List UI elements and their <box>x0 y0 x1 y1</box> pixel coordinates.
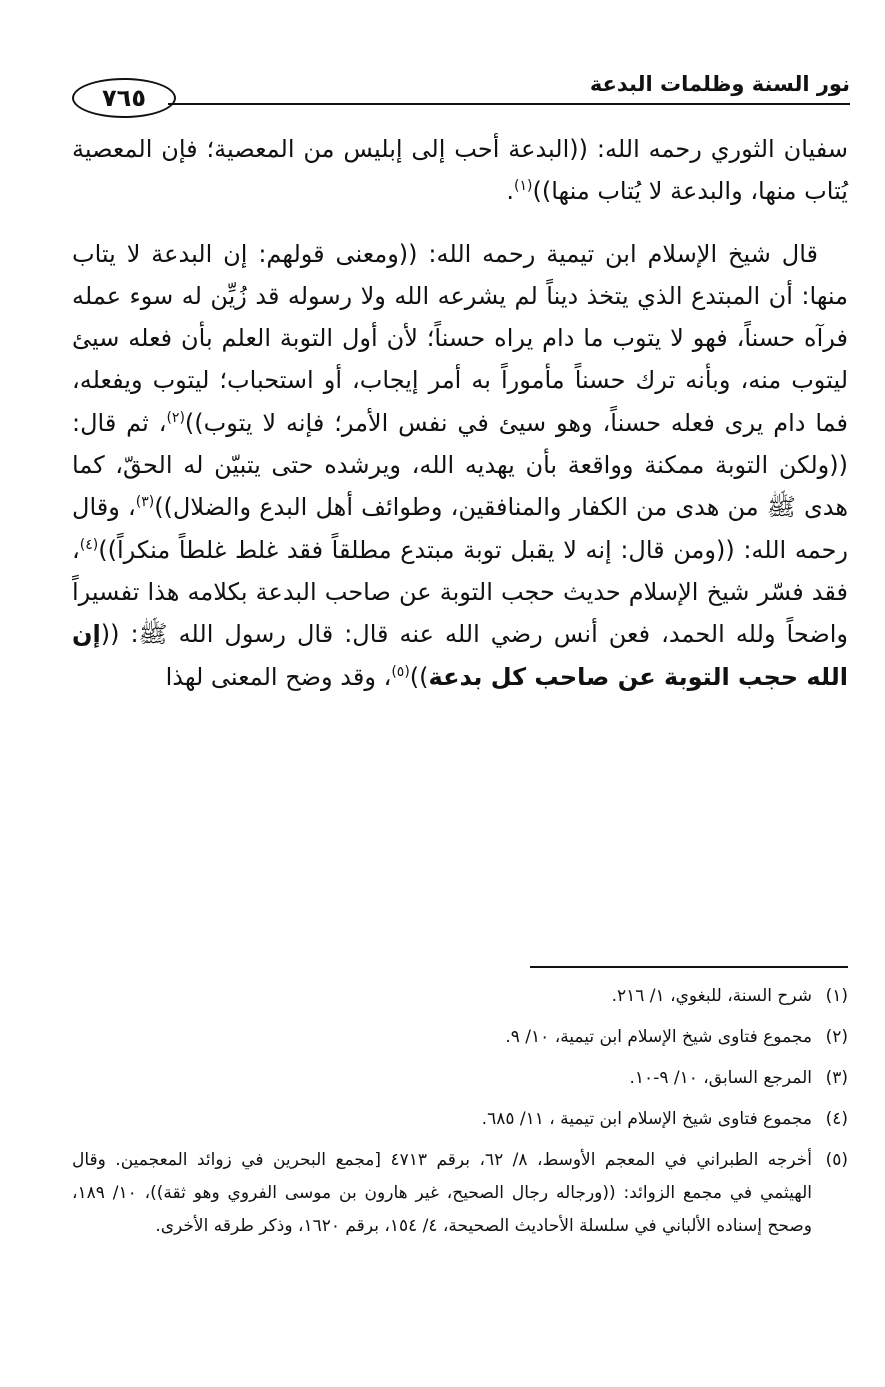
hadith-text: إن الله حجب التوبة عن صاحب كل بدعة <box>72 620 848 691</box>
footnote-text: شرح السنة، للبغوي، ١/ ٢١٦. <box>611 986 812 1006</box>
paragraph-2-text-d: ، فقد فسّر شيخ الإسلام حديث حجب التوبة عن صاحب البدعة بكلامه هذا تفسيراً واضحاً ولله الحمد، فعن أنس رضي الله عنه قال: قال رسول الله ﷺ: (( <box>72 535 848 649</box>
footnote-separator <box>530 966 848 968</box>
footnote-ref-4: (٤) <box>79 536 99 553</box>
footnote-number: (١) <box>825 986 848 1006</box>
paragraph-2 <box>72 233 848 698</box>
paragraph-1-end: . <box>506 177 515 206</box>
footnotes <box>72 980 848 1251</box>
footnote-5 <box>72 1144 848 1243</box>
footnote-1 <box>72 980 848 1013</box>
main-text <box>72 128 848 698</box>
footnote-ref-3: (٣) <box>135 494 155 511</box>
paragraph-2-text-c: ، وقال رحمه الله: ((ومن قال: إنه لا يقبل توبة مبتدع مطلقاً فقد غلط غلطاً منكراً)) <box>72 493 848 564</box>
footnote-ref-2: (٢) <box>166 409 185 426</box>
paragraph-2-text-e: )) <box>409 662 429 691</box>
footnote-4 <box>72 1103 848 1136</box>
footnote-ref-1: (١) <box>514 178 533 195</box>
paragraph-1-text: سفيان الثوري رحمه الله: ((البدعة أحب إلى إبليس من المعصية؛ فإن المعصية يُتاب منها، والبدعة لا يُتاب منها)) <box>72 135 848 206</box>
footnote-3 <box>72 1062 848 1095</box>
footnote-text: مجموع فتاوى شيخ الإسلام ابن تيمية ، ١١/ ٦٨٥. <box>481 1109 812 1129</box>
paragraph-2-text-f: ، وقد وضح المعنى لهذا <box>165 662 392 691</box>
running-title: نور السنة وظلمات البدعة <box>589 72 850 96</box>
paragraph-2-text-b: ، ثم قال: ((ولكن التوبة ممكنة وواقعة بأن يهديه الله، ويرشده حتى يتبيّن له الحقّ، كما هدى ﷺ من هدى من الكفار والمنافقين، وطوائف أهل البدع والضلال)) <box>72 408 849 522</box>
footnote-number: (٢) <box>825 1027 848 1047</box>
footnote-text: المرجع السابق، ١٠/ ٩-١٠. <box>629 1068 812 1088</box>
footnote-number: (٣) <box>825 1068 848 1088</box>
footnote-2 <box>72 1021 848 1054</box>
page-number: ٧٦٥ <box>72 78 176 118</box>
footnote-text: أخرجه الطبراني في المعجم الأوسط، ٨/ ٦٢، برقم ٤٧١٣ [مجمع البحرين في زوائد المعجمين. وقال الهيثمي في مجمع الزوائد: ((ورجاله رجال الصحيح، غير هارون بن موسى الفروي وهو ثقة))، ١٠/ ١٨٩، وصحح إسناده الألباني في سلسلة الأحاديث الصحيحة، ٤/ ١٥٤، برقم ١٦٢٠، وذكر طرقه الأخرى. <box>72 1150 812 1236</box>
footnote-text: مجموع فتاوى شيخ الإسلام ابن تيمية، ١٠/ ٩. <box>505 1027 812 1047</box>
header-rule <box>168 103 850 105</box>
footnote-ref-5: (٥) <box>391 663 410 680</box>
page-header <box>72 66 850 122</box>
footnote-number: (٤) <box>825 1109 848 1129</box>
footnote-number: (٥) <box>825 1150 848 1170</box>
paragraph-2-text-a: قال شيخ الإسلام ابن تيمية رحمه الله: ((ومعنى قولهم: إن البدعة لا يتاب منها: أن المبتدع الذي يتخذ ديناً لم يشرعه الله ولا رسوله قد زُيِّن له سوء عمله فرآه حسناً، فهو لا يتوب ما دام يراه حسناً؛ لأن أول التوبة العلم بأن فعله سيئ ليتوب منه، وبأنه ترك حسناً مأموراً به أمر إيجاب، أو استحباب؛ ليتوب ويفعله، فما دام يرى فعله حسناً، وهو سيئ في نفس الأمر؛ فإنه لا يتوب)) <box>72 239 848 437</box>
paragraph-1 <box>72 128 848 213</box>
